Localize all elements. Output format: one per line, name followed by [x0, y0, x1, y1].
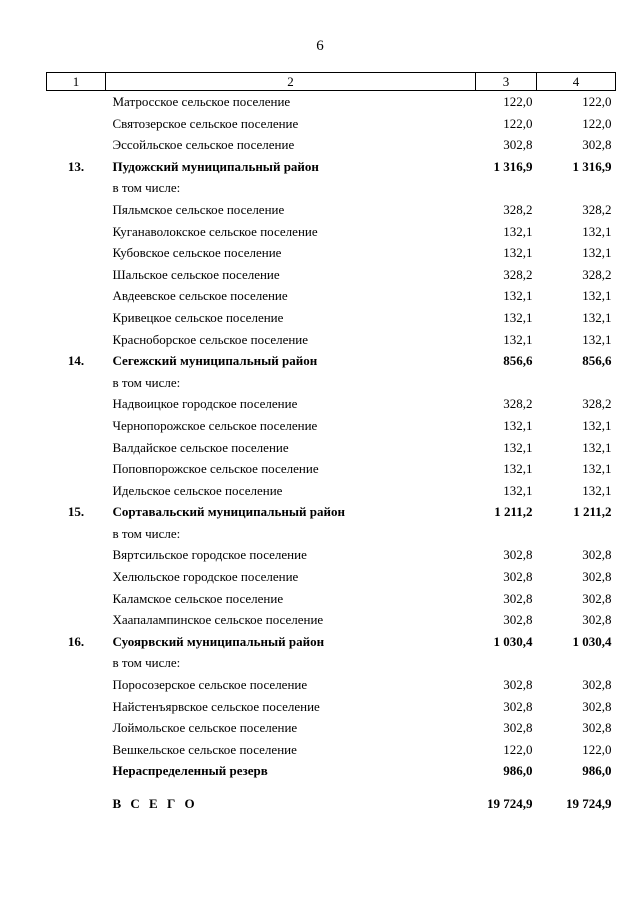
row-value-col3 — [476, 652, 537, 674]
row-name: Хелюльское городское поселение — [112, 569, 299, 585]
row-name: Каламское сельское поселение — [112, 590, 284, 606]
total-number-cell — [47, 782, 106, 815]
table-row — [47, 307, 616, 329]
row-number — [47, 717, 106, 739]
row-value-col4: 132,1 — [582, 309, 612, 325]
row-name: Пяльмское сельское поселение — [112, 201, 285, 217]
row-name: Лоймольское сельское поселение — [112, 720, 298, 736]
row-value-col4: 132,1 — [582, 331, 612, 347]
row-value-col3: 302,8 — [503, 698, 533, 714]
table-header — [47, 73, 616, 91]
row-name: Сегежский муниципальный район — [112, 353, 318, 369]
table-row — [47, 156, 616, 178]
row-value-col4: 328,2 — [582, 396, 612, 412]
row-number — [47, 113, 106, 135]
row-number: 14. — [67, 353, 85, 369]
row-value-col3: 328,2 — [503, 201, 533, 217]
row-value-col4: 1 211,2 — [573, 504, 612, 520]
row-name: Кривецкое сельское поселение — [112, 309, 284, 325]
row-number — [47, 588, 106, 610]
table-row — [47, 199, 616, 221]
table-row — [47, 566, 616, 588]
table-row — [47, 350, 616, 372]
row-value-col4 — [537, 652, 616, 674]
row-value-col4: 328,2 — [582, 201, 612, 217]
row-value-col3: 132,1 — [503, 439, 533, 455]
row-number — [47, 91, 106, 113]
row-value-col4: 856,6 — [582, 353, 612, 369]
row-value-col4: 132,1 — [582, 223, 612, 239]
page-number: 6 — [316, 38, 324, 54]
table-row — [47, 458, 616, 480]
row-value-col4: 122,0 — [582, 741, 612, 757]
row-value-col3: 328,2 — [503, 266, 533, 282]
row-value-col4: 302,8 — [582, 720, 612, 736]
table-row — [47, 113, 616, 135]
row-value-col3: 302,8 — [503, 720, 533, 736]
row-value-col3: 302,8 — [503, 569, 533, 585]
header-col-3: 3 — [476, 73, 537, 91]
table-row — [47, 480, 616, 502]
row-value-col3 — [476, 177, 537, 199]
row-name: Святозерское сельское поселение — [112, 115, 299, 131]
row-value-col3: 132,1 — [503, 461, 533, 477]
row-name: Надвоицкое городское поселение — [112, 396, 298, 412]
row-value-col3: 302,8 — [503, 590, 533, 606]
row-number — [47, 458, 106, 480]
row-value-col3: 132,1 — [503, 331, 533, 347]
table-row — [47, 717, 616, 739]
row-value-col4: 132,1 — [582, 461, 612, 477]
table-row — [47, 760, 616, 782]
table-row — [47, 674, 616, 696]
row-number — [47, 696, 106, 718]
row-name: Авдеевское сельское поселение — [112, 288, 288, 304]
total-row — [47, 782, 616, 815]
table-row — [47, 609, 616, 631]
row-number — [47, 221, 106, 243]
row-value-col4: 986,0 — [582, 763, 612, 779]
table-row — [47, 501, 616, 523]
table-row — [47, 588, 616, 610]
row-value-col3: 302,8 — [503, 137, 533, 153]
row-value-col4: 302,8 — [582, 547, 612, 563]
row-value-col4: 302,8 — [582, 677, 612, 693]
row-name: Вяртсильское городское поселение — [112, 547, 307, 563]
row-number: 16. — [67, 633, 85, 649]
row-name: Нераспределенный резерв — [112, 763, 268, 779]
row-name: Чернопорожское сельское поселение — [112, 417, 318, 433]
table-row — [47, 221, 616, 243]
total-label: В С Е Г О — [112, 796, 198, 812]
table-row — [47, 631, 616, 653]
row-number — [47, 760, 106, 782]
row-name: в том числе: — [112, 374, 181, 390]
row-value-col4: 1 316,9 — [572, 158, 612, 174]
row-number — [47, 393, 106, 415]
table-row — [47, 372, 616, 394]
row-name: Хаапалампинское сельское поселение — [112, 612, 324, 628]
row-name: Матросское сельское поселение — [112, 94, 291, 109]
row-value-col3: 132,1 — [503, 309, 533, 325]
row-value-col4: 132,1 — [582, 439, 612, 455]
row-value-col3: 1 030,4 — [493, 633, 533, 649]
row-name: в том числе: — [112, 180, 181, 196]
table-row — [47, 242, 616, 264]
table-row — [47, 285, 616, 307]
row-number — [47, 609, 106, 631]
row-value-col4: 122,0 — [582, 115, 612, 131]
row-value-col3: 328,2 — [503, 396, 533, 412]
row-number — [47, 480, 106, 502]
row-number — [47, 739, 106, 761]
row-value-col4 — [537, 523, 616, 545]
row-name: Сортавальский муниципальный район — [112, 504, 345, 520]
row-number — [47, 199, 106, 221]
table-row — [47, 739, 616, 761]
row-value-col3: 1 211,2 — [494, 504, 533, 520]
table-row — [47, 437, 616, 459]
row-number — [47, 285, 106, 307]
allocation-table — [46, 72, 616, 815]
table-row — [47, 177, 616, 199]
row-value-col3: 132,1 — [503, 223, 533, 239]
row-value-col3: 1 316,9 — [493, 158, 533, 174]
row-value-col3: 302,8 — [503, 547, 533, 563]
row-name: Идельское сельское поселение — [112, 482, 283, 498]
row-value-col4: 132,1 — [582, 417, 612, 433]
row-number — [47, 544, 106, 566]
header-col-4: 4 — [537, 73, 616, 91]
row-value-col3: 132,1 — [503, 288, 533, 304]
row-value-col4 — [537, 372, 616, 394]
allocation-table-container — [46, 72, 615, 815]
row-number — [47, 437, 106, 459]
row-number — [47, 329, 106, 351]
table-row — [47, 415, 616, 437]
table-row — [47, 264, 616, 286]
row-name: Вешкельское сельское поселение — [112, 741, 297, 757]
row-number: 13. — [67, 158, 85, 174]
row-name: Кубовское сельское поселение — [112, 245, 282, 261]
row-number — [47, 523, 106, 545]
total-value-col3: 19 724,9 — [487, 796, 533, 812]
row-value-col3 — [476, 372, 537, 394]
table-row — [47, 523, 616, 545]
row-value-col4: 302,8 — [582, 137, 612, 153]
row-value-col4: 122,0 — [582, 94, 612, 109]
row-name: Пудожский муниципальный район — [112, 158, 319, 174]
row-value-col4 — [537, 177, 616, 199]
row-value-col3: 132,1 — [503, 482, 533, 498]
row-name: Суоярвский муниципальный район — [112, 633, 325, 649]
table-body — [47, 91, 616, 816]
row-number — [47, 242, 106, 264]
row-value-col4: 328,2 — [582, 266, 612, 282]
row-value-col4: 132,1 — [582, 482, 612, 498]
row-number — [47, 134, 106, 156]
table-row — [47, 393, 616, 415]
row-value-col3: 302,8 — [503, 612, 533, 628]
row-number — [47, 177, 106, 199]
row-value-col3: 302,8 — [503, 677, 533, 693]
row-value-col4: 302,8 — [582, 590, 612, 606]
row-name: Эссойльское сельское поселение — [112, 137, 295, 153]
row-number — [47, 652, 106, 674]
row-name: Поповпорожское сельское поселение — [112, 461, 319, 477]
row-value-col4: 132,1 — [582, 245, 612, 261]
row-value-col3: 132,1 — [503, 417, 533, 433]
row-value-col3: 122,0 — [503, 741, 533, 757]
row-name: Шальское сельское поселение — [112, 266, 280, 282]
row-number — [47, 372, 106, 394]
row-name: Красноборское сельское поселение — [112, 331, 309, 347]
row-value-col4: 132,1 — [582, 288, 612, 304]
row-name: в том числе: — [112, 655, 181, 671]
row-number — [47, 415, 106, 437]
row-value-col3: 122,0 — [503, 115, 533, 131]
row-name: Поросозерское сельское поселение — [112, 677, 308, 693]
row-value-col4: 1 030,4 — [572, 633, 612, 649]
header-row — [47, 73, 616, 91]
row-number — [47, 307, 106, 329]
row-name: Валдайское сельское поселение — [112, 439, 289, 455]
row-value-col3: 132,1 — [503, 245, 533, 261]
header-col-2: 2 — [106, 73, 476, 91]
table-row — [47, 696, 616, 718]
row-value-col3: 122,0 — [503, 94, 533, 109]
row-value-col3: 856,6 — [503, 353, 533, 369]
row-number: 15. — [67, 504, 85, 520]
row-number — [47, 674, 106, 696]
row-value-col4: 302,8 — [582, 698, 612, 714]
table-row — [47, 329, 616, 351]
row-number — [47, 264, 106, 286]
table-row — [47, 91, 616, 113]
table-row — [47, 544, 616, 566]
total-value-col4: 19 724,9 — [566, 796, 612, 812]
table-row — [47, 652, 616, 674]
row-number — [47, 566, 106, 588]
row-value-col4: 302,8 — [582, 612, 612, 628]
row-name: в том числе: — [112, 525, 181, 541]
row-value-col3: 986,0 — [503, 763, 533, 779]
row-value-col3 — [476, 523, 537, 545]
table-row — [47, 134, 616, 156]
row-value-col4: 302,8 — [582, 569, 612, 585]
header-col-1: 1 — [47, 73, 106, 91]
row-name: Куганаволокское сельское поселение — [112, 223, 318, 239]
row-name: Найстенъярвское сельское поселение — [112, 698, 320, 714]
